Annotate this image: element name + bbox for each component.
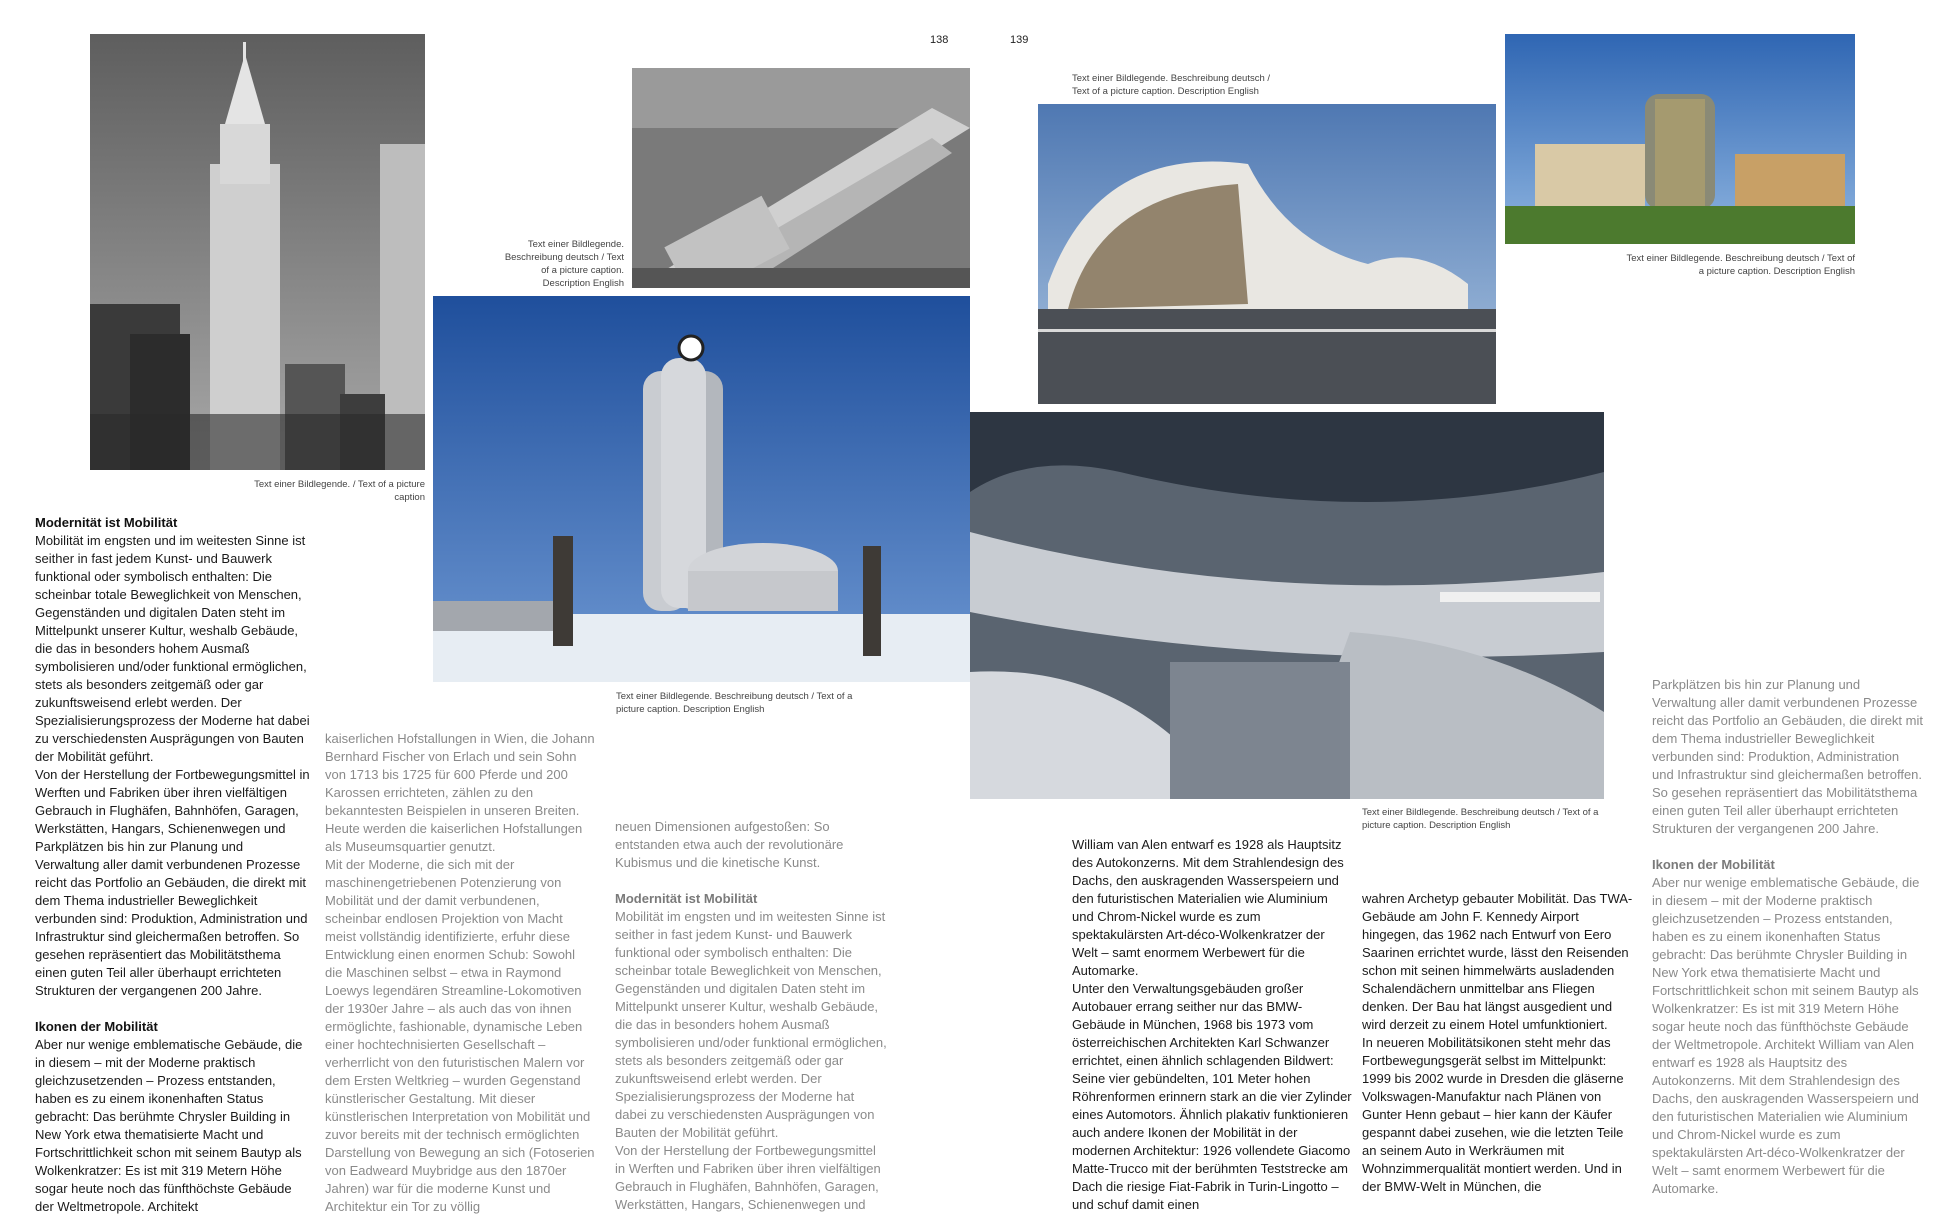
caption-glass-factory: Text einer Bildlegende. Beschreibung deutsch / Text of a picture caption. Description English [1626,253,1855,277]
caption-bmw-tower: Text einer Bildlegende. Beschreibung deutsch / Text of a picture caption. Description English [616,691,853,715]
col5-paragraph-1: wahren Archetyp gebauter Mobilität. Das TWA-Gebäude am John F. Kennedy Airport hingegen, das 1962 nach Entwurf von Eero Saarinen errichtet wurde, lässt den Reisenden schon mit seinen himmelwärts ausladenden Schalendächern unmittelbar ans Fliegen denken. Der Bau hat längst ausgedient und wird derzeit zu einem Hotel umfunktioniert. [1362,891,1633,1032]
col1-paragraph-3: Aber nur wenige emblematische Gebäude, die in diesem – mit der Moderne praktisch gleichzusetzenden – Prozess entstanden, haben es zu einem ikonenhaften Status gebracht: Das berühmte Chrysler Building in New York etwa thematisierte Macht und Fortschrittlichkeit schon mit seinem Bautyp als Wolkenkratzer: Es ist mit 319 Metern Höhe sogar heute noch das fünfthöchste Gebäude der Weltmetropole. Architekt [35,1037,303,1214]
factory-aerial-photo [632,68,970,288]
caption-twa: Text einer Bildlegende. Beschreibung deutsch / Text of a picture caption. Description English [1072,73,1271,97]
caption-chrysler: Text einer Bildlegende. / Text of a picture caption [254,479,425,503]
bmw-tower-photo [433,296,970,682]
col2-paragraph-1: kaiserlichen Hofstallungen in Wien, die Johann Bernhard Fischer von Erlach und sein Sohn von 1713 bis 1725 für 600 Pferde und 200 Karossen errichteten, zählen zu den bekanntesten Beispielen in unseren Breiten. Heute werden die kaiserlichen Hofstallungen als Museumsquartier genutzt. [325,731,595,854]
column-6 [1652,676,1924,1198]
col5-paragraph-2: In neueren Mobilitätsikonen steht mehr das Fortbewegungsgerät selbst im Mittelpunkt: 1999 bis 2002 wurde in Dresden die gläserne Volkswagen-Manufaktur nach Plänen von Gunter Henn gebaut – hier kann der Käufer gespannt dabei zusehen, wie die letzten Teile an seinem Auto in Werkräumen mit Wohnzimmerqualität montiert werden. Und in der BMW-Welt in München, die [1362,1035,1624,1194]
col6-paragraph-2: Aber nur wenige emblematische Gebäude, die in diesem – mit der Moderne praktisch gleichzusetzenden – Prozess entstanden, haben es zu einem ikonenhaften Status gebracht: Das berühmte Chrysler Building in New York etwa thematisierte Macht und Fortschrittlichkeit schon mit seinem Bautyp als Wolkenkratzer: Es ist mit 319 Metern Höhe sogar heute noch das fünfthöchste Gebäude der Weltmetropole. Architekt William van Alen entwarf es 1928 als Hauptsitz des Autokonzerns. Mit dem Strahlendesign des Dachs, den auskragenden Wasserspeiern und den futuristischen Materialien wie Aluminium und Chrom-Nickel wurde es zum spektakulärsten Art-déco-Wolkenkratzer der Welt – samt enormem Werbewert für die Automarke. [1652,875,1920,1196]
page-number-right: 139 [1010,34,1029,46]
column-3 [615,818,887,1214]
bmw-welt-photo [970,412,1604,799]
chrysler-building-photo [90,34,425,470]
heading-modernitaet: Modernität ist Mobilität [35,515,178,530]
col3-paragraph-2: Mobilität im engsten und im weitesten Sinne ist seither in fast jedem Kunst- und Bauwerk funktional oder symbolisch enthalten: Die scheinbar totale Beweglichkeit von Menschen, Gegenständen und digitalen Daten steht im Mittelpunkt unserer Kultur, weshalb Gebäude, die das in besonders hohem Ausmaß symbolisieren und/oder funktional ermöglichen, stets als besonders zeitgemäß oder gar zukunftsweisend erlebt werden. Der Spezialisierungsprozess der Moderne hat dabei zu verschiedensten Ausprägungen von Bauten der Mobilität geführt. [615,909,887,1140]
page-number-left: 138 [930,34,949,46]
caption-bmw-welt: Text einer Bildlegende. Beschreibung deutsch / Text of a picture caption. Description English [1362,807,1599,831]
col1-paragraph-1: Mobilität im engsten und im weitesten Sinne ist seither in fast jedem Kunst- und Bauwerk funktional oder symbolisch enthalten: Die scheinbar totale Beweglichkeit von Menschen, Gegenständen und digitalen Daten steht im Mittelpunkt unserer Kultur, weshalb Gebäude, die das in besonders hohem Ausmaß symbolisieren und/oder funktional ermöglichen, stets als besonders zeitgemäß oder gar zukunftsweisend erlebt werden. Der Spezialisierungsprozess der Moderne hat dabei zu verschiedensten Ausprägungen von Bauten der Mobilität geführt. [35,533,310,764]
caption-factory: Text einer Bildlegende. Beschreibung deutsch / Text of a picture caption. Description English [504,239,624,289]
col3-paragraph-3: Von der Herstellung der Fortbewegungsmittel in Werften und Fabriken über ihren vielfältigen Gebrauch in Flughäfen, Bahnhöfen, Garagen, Werkstätten, Hangars, Schienenwegen und [615,1143,881,1212]
heading-ikonen: Ikonen der Mobilität [35,1019,158,1034]
twa-terminal-photo [1038,104,1496,404]
column-1 [35,514,310,1216]
col4-paragraph-1: William van Alen entwarf es 1928 als Hauptsitz des Autokonzerns. Mit dem Strahlendesign des Dachs, den auskragenden Wasserspeiern und den futuristischen Materialien wie Aluminium und Chrom-Nickel wurde es zum spektakulärsten Art-déco-Wolkenkratzer der Welt – samt enormem Werbewert für die Automarke. [1072,837,1344,978]
col2-paragraph-2: Mit der Moderne, die sich mit der maschinengetriebenen Potenzierung von Mobilität und der damit verbundenen, scheinbar endlosen Projektion von Macht meist vollständig identifizierte, erfuhr diese Entwicklung einen enormen Schub: Sowohl die Maschinen selbst – etwa in Raymond Loewys legendären Streamline-Lokomotiven der 1930er Jahre – als auch das von ihnen ermöglichte, fashionable, dynamische Leben einer hochtechnisierten Gesellschaft – verherrlicht von den futuristischen Malern vor dem Ersten Weltkrieg – wurden Gegenstand künstlerischer Gestaltung. Mit dieser künstlerischen Interpretation von Mobilität und zuvor bereits mit der technisch ermöglichten Darstellung von Bewegung an sich (Fotoserien von Eadweard Muybridge aus den 1870er Jahren) war für die moderne Kunst und Architektur ein Tor zu völlig [325,857,595,1214]
heading-modernitaet-2: Modernität ist Mobilität [615,891,758,906]
col6-paragraph-1: Parkplätzen bis hin zur Planung und Verwaltung aller damit verbundenen Prozesse reicht das Portfolio an Gebäuden, die direkt mit dem Thema industrieller Beweglichkeit verbunden sind: Produktion, Administration und Infrastruktur sind gleichermaßen betroffen. So gesehen repräsentiert das Mobilitätsthema einen guten Teil aller überhaupt errichteten Strukturen der vergangenen 200 Jahre. [1652,677,1923,836]
glass-factory-photo [1505,34,1855,244]
col3-paragraph-1: neuen Dimensionen aufgestoßen: So entstanden etwa auch der revolutionäre Kubismus und die kinetische Kunst. [615,819,844,870]
column-2 [325,730,595,1216]
column-4 [1072,836,1352,1214]
heading-ikonen-2: Ikonen der Mobilität [1652,857,1775,872]
col4-paragraph-2: Unter den Verwaltungsgebäuden großer Autobauer errang seither nur das BMW-Gebäude in München, 1968 bis 1973 vom österreichischen Architekten Karl Schwanzer errichtet, einen ähnlich schlagenden Bildwert: Seine vier gebündelten, 101 Meter hohen Röhrenformen erinnern stark an die vier Zylinder eines Automotors. Ähnlich plakativ funktionieren auch andere Ikonen der Mobilität in der modernen Architektur: 1926 vollendete Giacomo Matte-Trucco mit der berühmten Teststrecke am Dach die riesige Fiat-Fabrik in Turin-Lingotto – und schuf damit einen [1072,981,1352,1212]
col1-paragraph-2: Von der Herstellung der Fortbewegungsmittel in Werften und Fabriken über ihren vielfältigen Gebrauch in Flughäfen, Bahnhöfen, Garagen, Werkstätten, Hangars, Schienenwegen und Parkplätzen bis hin zur Planung und Verwaltung aller damit verbundenen Prozesse reicht das Portfolio an Gebäuden, die direkt mit dem Thema industrieller Beweglichkeit verbunden sind: Produktion, Administration und Infrastruktur sind gleichermaßen betroffen. So gesehen repräsentiert das Mobilitätsthema einen guten Teil aller überhaupt errichteten Strukturen der vergangenen 200 Jahre. [35,767,310,998]
column-5 [1362,890,1637,1196]
